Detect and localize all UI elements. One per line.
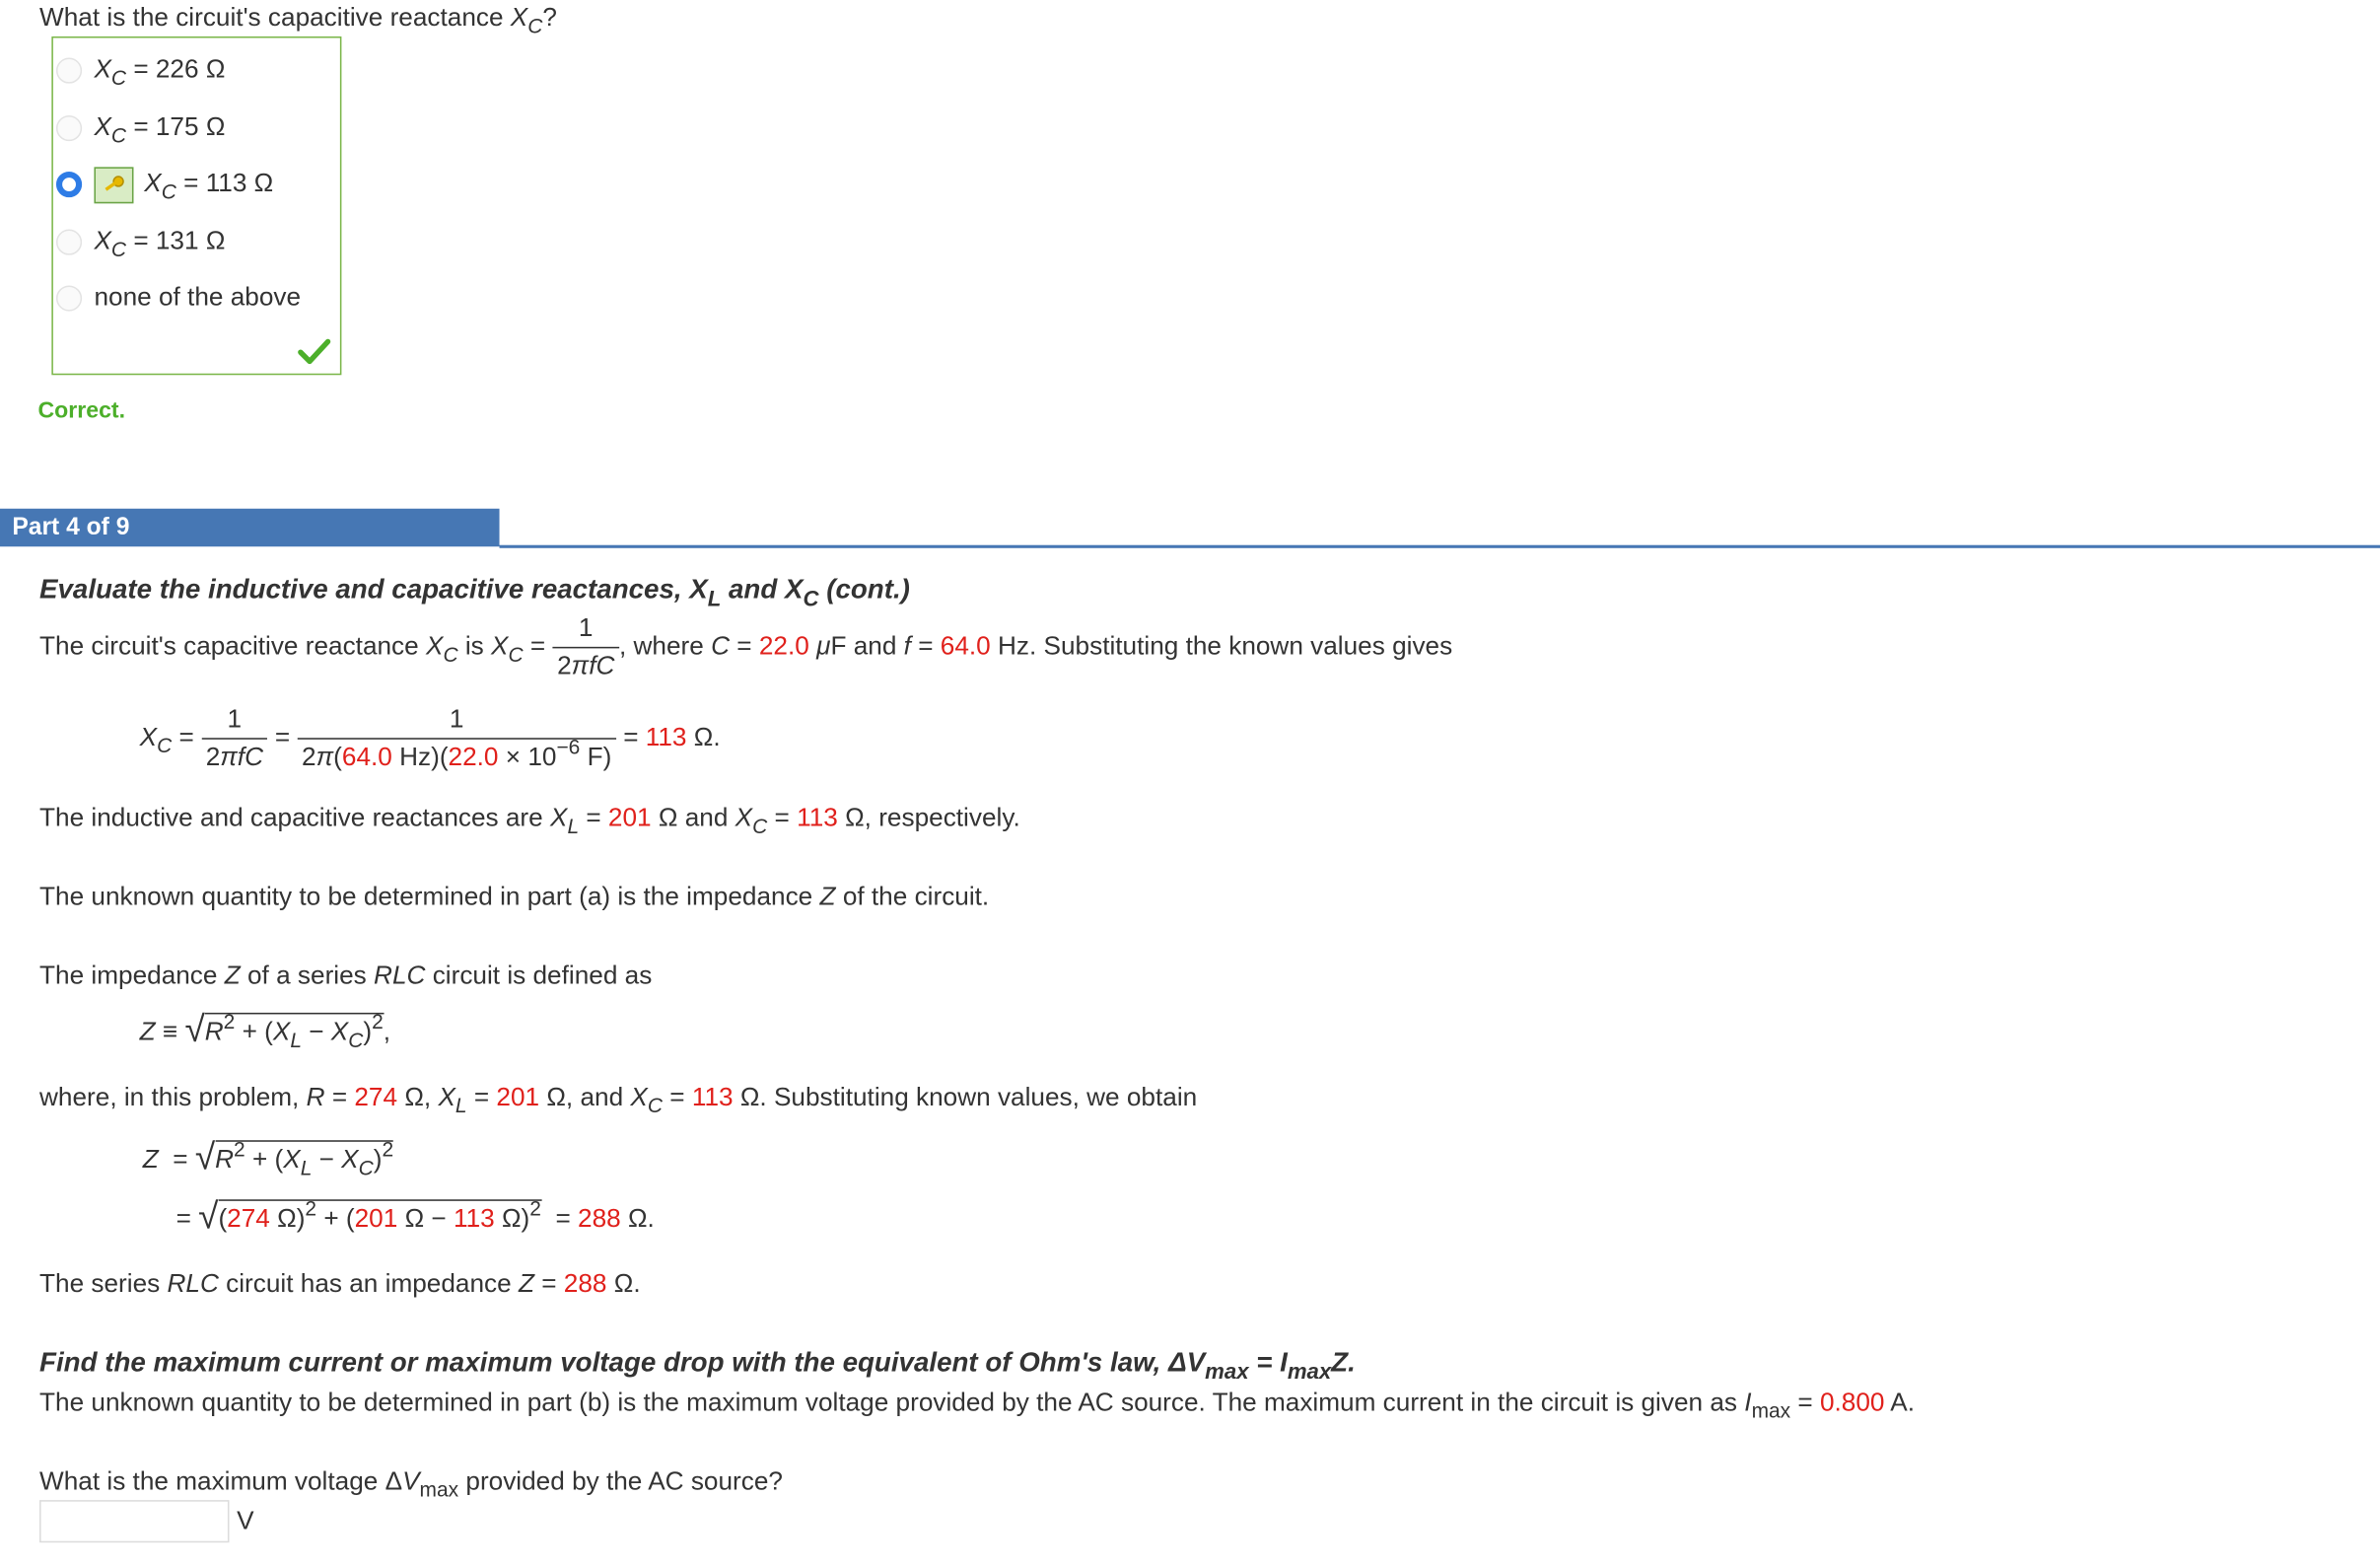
radio-option-3-selected[interactable] [56,172,82,197]
impedance-calc-line1: $Z = √R^2 + (X_L - X_C)^2$ [142,1137,394,1179]
impedance-formula: $Z \equiv √R^2 + (X_L - X_C)^2$, [139,1009,391,1052]
unknown-b: The unknown quantity to be determined in part (b) is the maximum voltage provided by the AC source. The maximum current in the circuit is given as $I_{max} = 0.800$ A. [39,1388,1916,1423]
answer-unit: V [237,1506,254,1535]
part-divider [500,545,2380,547]
question-prompt: What is the circuit's capacitive reactance $X_C$? [39,3,557,38]
unknown-a: The unknown quantity to be determined in part (a) is the impedance Z of the circuit. [39,882,990,911]
radio-option-4[interactable] [56,229,82,254]
radio-option-5[interactable] [56,285,82,311]
section-heading: Evaluate the inductive and capacitive reactances, $X_L$ and $X_C$ (cont.) [39,573,910,612]
radio-option-2[interactable] [56,115,82,141]
impedance-definition-text: The impedance Z of a series RLC circuit is defined as [39,961,653,990]
impedance-result: The series RLC circuit has an impedance Z = 288 Ω. [39,1269,641,1299]
option-1-label[interactable]: $X_C = 226$ Ω [94,54,226,90]
option-4-label[interactable]: $X_C = 131$ Ω [94,226,226,261]
xc-calculation: $X_C$ = $\frac{1}{\text{2πfC}}$ = $\frac{1}{2\pi(64.0 Hz)(22.0 \times 10^{-6} F)}$ = 113 Ω. [139,704,721,772]
given-values: where, in this problem, R = 274 Ω, $X_L = 201$ Ω, and $X_C = 113$ Ω. Substituting known values, we obtain [39,1082,1198,1117]
ohms-law-heading: Find the maximum current or maximum voltage drop with the equivalent of Ohm's law, $\Delta V_{max} = I_{max}Z$. [39,1346,1356,1386]
answer-choices [51,36,341,375]
xc-definition: The circuit's capacitive reactance $X_C$ is $X_C$ = $\frac{1}{\text{2πfC}}$ , where C = 22.0 μF and f = 64.0 Hz. Substituting the known values gives [39,612,1453,680]
option-2-label[interactable]: $X_C = 175$ Ω [94,111,226,147]
question-2: What is the maximum voltage $\Delta V_{max}$ provided by the AC source? [39,1466,783,1502]
feedback-correct: Correct. [37,397,126,424]
radio-option-1[interactable] [56,58,82,84]
key-icon [94,167,133,203]
answer-input[interactable] [39,1500,229,1542]
impedance-calc-line2: = √(274 Ω)$^2$ + (201 Ω − 113 Ω)$^2$ = 288 Ω. [175,1196,655,1238]
option-5-label[interactable]: none of the above [94,282,302,312]
reactances-result: The inductive and capacitive reactances are $X_L = 201$ Ω and $X_C = 113$ Ω, respectively. [39,803,1020,838]
part-banner: Part 4 of 9 [0,509,500,546]
checkmark-icon [298,337,331,365]
option-3-label[interactable]: $X_C = 113$ Ω [144,168,274,203]
